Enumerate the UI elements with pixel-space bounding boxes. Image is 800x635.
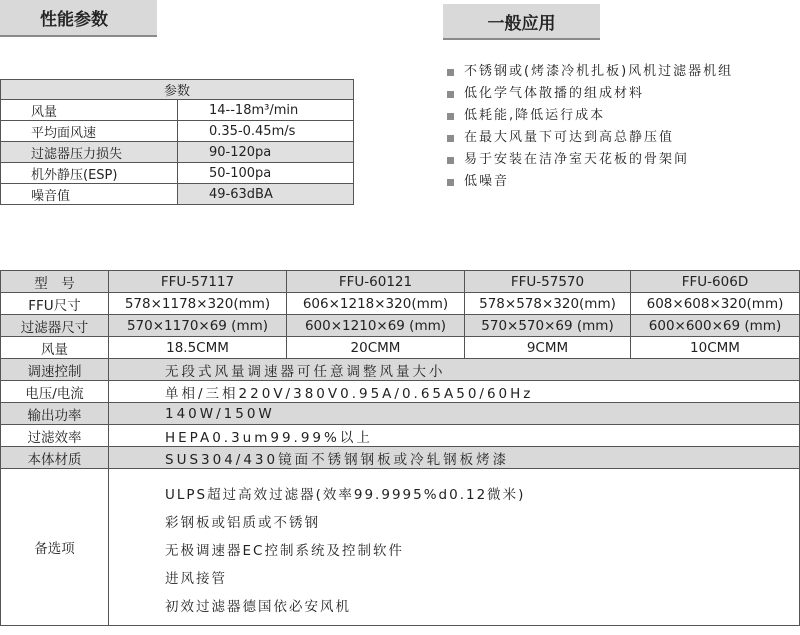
application-text: 低化学气体散播的组成材料 bbox=[464, 86, 645, 101]
perf-value: 14--18m³/min bbox=[178, 100, 354, 121]
application-header bbox=[443, 4, 600, 40]
options-label: 备选项 bbox=[1, 469, 109, 626]
square-bullet-icon bbox=[447, 179, 454, 186]
application-text: 在最大风量下可达到高总静压值 bbox=[464, 130, 675, 145]
table-row bbox=[1, 293, 800, 315]
table-row bbox=[1, 315, 800, 337]
option-item: 初效过滤器德国依必安风机 bbox=[165, 599, 351, 615]
table-row bbox=[1, 184, 354, 205]
size-cell: 608×608×320(mm) bbox=[631, 293, 800, 315]
efficiency-label: 过滤效率 bbox=[1, 425, 109, 447]
model-label: 型 号 bbox=[1, 271, 109, 293]
application-list bbox=[447, 61, 733, 193]
material-value: SUS304/430镜面不锈钢钢板或冷轧钢板烤漆 bbox=[109, 447, 800, 469]
table-row bbox=[1, 100, 354, 121]
size-label: FFU尺寸 bbox=[1, 293, 109, 315]
list-item bbox=[447, 171, 733, 193]
model-cell: FFU-57570 bbox=[465, 271, 631, 293]
perf-caption: 参数 bbox=[1, 80, 354, 100]
perf-label: 噪音值 bbox=[1, 184, 178, 205]
table-row bbox=[1, 337, 800, 359]
model-cell: FFU-57117 bbox=[109, 271, 287, 293]
application-text: 易于安装在洁净室天花板的骨架间 bbox=[464, 152, 690, 167]
square-bullet-icon bbox=[447, 91, 454, 98]
perf-value: 90-120pa bbox=[178, 142, 354, 163]
perf-label: 过滤器压力损失 bbox=[1, 142, 178, 163]
perf-value: 0.35-0.45m/s bbox=[178, 121, 354, 142]
performance-table bbox=[0, 79, 354, 205]
table-caption-row bbox=[1, 80, 354, 100]
option-item: 进风接管 bbox=[165, 571, 227, 587]
perf-label: 风量 bbox=[1, 100, 178, 121]
power-value: 单相/三相220V/380V0.95A/0.65A50/60Hz bbox=[109, 381, 800, 403]
filter-size-cell: 570×570×69 (mm) bbox=[465, 315, 631, 337]
specification-table bbox=[0, 270, 800, 626]
table-row bbox=[1, 469, 800, 626]
table-row bbox=[1, 163, 354, 184]
size-cell: 578×1178×320(mm) bbox=[109, 293, 287, 315]
speed-label: 调速控制 bbox=[1, 359, 109, 381]
filter-size-label: 过滤器尺寸 bbox=[1, 315, 109, 337]
table-row bbox=[1, 381, 800, 403]
list-item bbox=[447, 105, 733, 127]
power-label: 电压/电流 bbox=[1, 381, 109, 403]
option-item: 彩钢板或铝质或不锈钢 bbox=[165, 515, 320, 531]
table-row bbox=[1, 447, 800, 469]
square-bullet-icon bbox=[447, 113, 454, 120]
option-item: 无极调速器EC控制系统及控制软件 bbox=[165, 543, 404, 559]
option-item: ULPS超过高效过滤器(效率99.9995%d0.12微米) bbox=[165, 487, 526, 503]
options-list bbox=[109, 469, 800, 626]
airflow-label: 风量 bbox=[1, 337, 109, 359]
model-cell: FFU-606D bbox=[631, 271, 800, 293]
filter-size-cell: 570×1170×69 (mm) bbox=[109, 315, 287, 337]
airflow-cell: 20CMM bbox=[287, 337, 465, 359]
size-cell: 578×578×320(mm) bbox=[465, 293, 631, 315]
airflow-cell: 18.5CMM bbox=[109, 337, 287, 359]
filter-size-cell: 600×600×69 (mm) bbox=[631, 315, 800, 337]
perf-label: 平均面风速 bbox=[1, 121, 178, 142]
airflow-cell: 10CMM bbox=[631, 337, 800, 359]
perf-value: 49-63dBA bbox=[178, 184, 354, 205]
list-item bbox=[447, 83, 733, 105]
table-row bbox=[1, 425, 800, 447]
application-title: 一般应用 bbox=[487, 13, 556, 34]
list-item bbox=[447, 149, 733, 171]
square-bullet-icon bbox=[447, 157, 454, 164]
application-text: 不锈钢或(烤漆冷机扎板)风机过滤器机组 bbox=[464, 64, 734, 79]
list-item bbox=[447, 61, 733, 83]
table-row bbox=[1, 121, 354, 142]
application-text: 低噪音 bbox=[464, 174, 510, 189]
airflow-cell: 9CMM bbox=[465, 337, 631, 359]
material-label: 本体材质 bbox=[1, 447, 109, 469]
list-item bbox=[447, 127, 733, 149]
filter-size-cell: 600×1210×69 (mm) bbox=[287, 315, 465, 337]
output-label: 输出功率 bbox=[1, 403, 109, 425]
square-bullet-icon bbox=[447, 69, 454, 76]
model-cell: FFU-60121 bbox=[287, 271, 465, 293]
application-text: 低耗能,降低运行成本 bbox=[464, 108, 606, 123]
performance-header bbox=[0, 0, 157, 37]
output-value: 140W/150W bbox=[109, 403, 800, 425]
table-row bbox=[1, 142, 354, 163]
table-row bbox=[1, 359, 800, 381]
performance-title: 性能参数 bbox=[40, 10, 108, 30]
speed-value: 无段式风量调速器可任意调整风量大小 bbox=[109, 359, 800, 381]
size-cell: 606×1218×320(mm) bbox=[287, 293, 465, 315]
perf-value: 50-100pa bbox=[178, 163, 354, 184]
table-row bbox=[1, 271, 800, 293]
table-row bbox=[1, 403, 800, 425]
efficiency-value: HEPA0.3um99.99%以上 bbox=[109, 425, 800, 447]
square-bullet-icon bbox=[447, 135, 454, 142]
perf-label: 机外静压(ESP) bbox=[1, 163, 178, 184]
